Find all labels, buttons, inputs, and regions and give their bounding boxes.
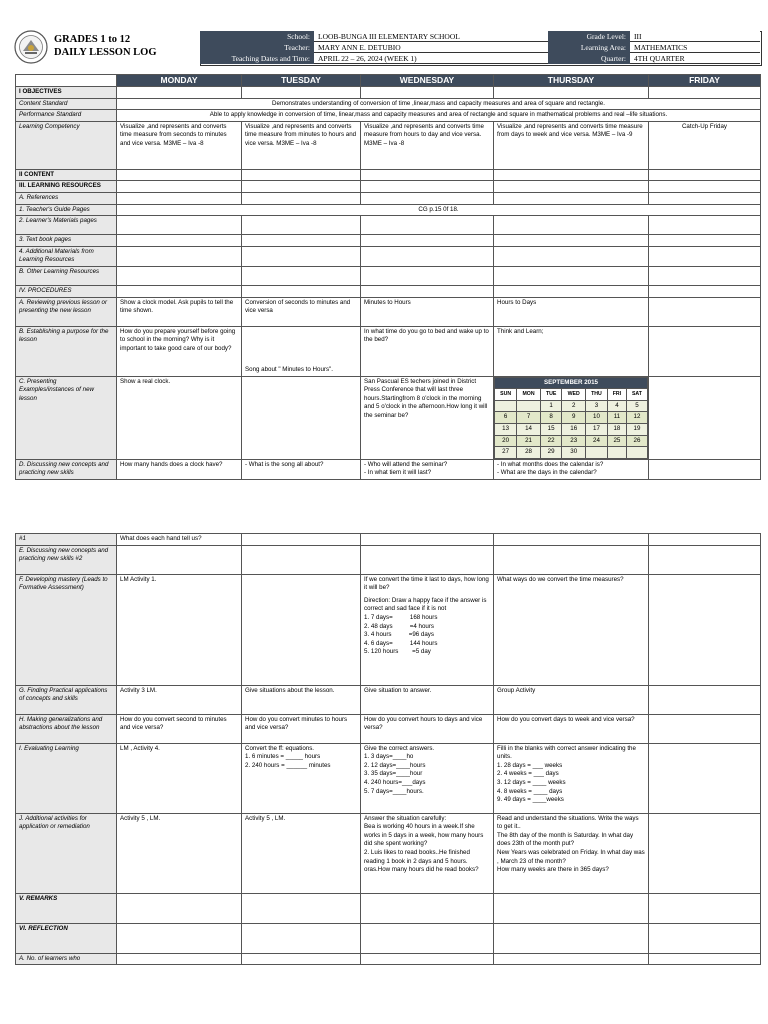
lesson-log-table-page1 bbox=[15, 74, 761, 480]
calendar-day: 6 bbox=[495, 412, 517, 424]
quarter-label: Quarter: bbox=[548, 53, 630, 64]
proc-h-monday: How do you convert second to minutes and vice versa? bbox=[117, 714, 242, 743]
proc-i-tuesday-line: 2. 240 hours = ______ minutes bbox=[245, 761, 331, 769]
grade-value: III bbox=[630, 31, 760, 42]
proc-b-label: B. Establishing a purpose for the lesson bbox=[16, 326, 117, 376]
proc-g-monday: Activity 3 LM. bbox=[117, 685, 242, 714]
proc-f-wednesday-line: 2. 48 days =4 hours bbox=[364, 622, 434, 630]
learners-materials-label: 2. Learner's Materials pages bbox=[16, 216, 117, 235]
calendar-day bbox=[517, 400, 541, 412]
learning-competency-tuesday: Visualize ,and represents and converts time measure from minutes to hours and vice versa. M3ME – Iva -8 bbox=[242, 121, 361, 169]
calendar-day: 2 bbox=[562, 400, 586, 412]
proc-b-tuesday: Song about " Minutes to Hours". bbox=[242, 326, 361, 376]
teachers-guide-label: 1. Teacher's Guide Pages bbox=[16, 204, 117, 216]
proc-c-wednesday: San Pascual ES techers joined in District Press Conference that will last three hours.Startingfrom 8 o'clock in the morning and 5 o'clock in the afternoon.How long it will the seminar be? bbox=[361, 376, 494, 459]
day-friday: FRIDAY bbox=[649, 75, 761, 87]
calendar-day: 8 bbox=[540, 412, 562, 424]
proc-a-label: A. Reviewing previous lesson or presenting the new lesson bbox=[16, 297, 117, 326]
proc-d-tuesday: - What is the song all about? bbox=[242, 459, 361, 479]
calendar-day: 17 bbox=[586, 423, 608, 435]
proc-a-tuesday: Conversion of seconds to minutes and vice versa bbox=[242, 297, 361, 326]
proc-d-wednesday-line: - Who will attend the seminar? bbox=[364, 460, 448, 468]
proc-i-thursday-line: 3. 12 days = ____ weeks bbox=[497, 778, 566, 786]
teacher-label: Teacher: bbox=[200, 42, 314, 53]
calendar-day: 3 bbox=[586, 400, 608, 412]
learning-competency-friday: Catch-Up Friday bbox=[649, 121, 761, 169]
teachers-guide-text: CG p.15 0f 18. bbox=[117, 204, 761, 216]
proc-a-monday: Show a clock model. Ask pupils to tell the time shown. bbox=[117, 297, 242, 326]
proc-d-continued-label: #1 bbox=[16, 534, 117, 546]
proc-d-thursday bbox=[494, 459, 649, 479]
calendar-day: 5 bbox=[626, 400, 647, 412]
calendar-day: 18 bbox=[607, 423, 626, 435]
calendar-day: 9 bbox=[562, 412, 586, 424]
proc-i-tuesday-line: 1. 6 minutes = _____ hours bbox=[245, 753, 321, 761]
calendar-title: SEPTEMBER 2015 bbox=[495, 377, 648, 389]
proc-h-wednesday: How do you convert hours to days and vice versa? bbox=[361, 714, 494, 743]
proc-a-thursday: Hours to Days bbox=[494, 297, 649, 326]
calendar-weekday: SUN bbox=[495, 389, 517, 401]
proc-d-monday: How many hands does a clock have? bbox=[117, 459, 242, 479]
learning-competency-thursday: Visualize ,and represents and converts time measure from days to week and vice versa. M3ME – Iva -9 bbox=[494, 121, 649, 169]
proc-f-wednesday-line: 1. 7 days= 168 hours bbox=[364, 613, 438, 621]
calendar-day: 11 bbox=[607, 412, 626, 424]
proc-j-wednesday-line: Bea is working 40 hours in a week.If she works in 5 days in a week, how many hours did she spent working? bbox=[364, 823, 484, 848]
calendar-day: 29 bbox=[540, 447, 562, 459]
proc-b-monday: How do you prepare yourself before going to school in the morning? Why is it important to take good care of our body? bbox=[117, 326, 242, 376]
calendar-weekday: TUE bbox=[540, 389, 562, 401]
proc-f-wednesday-line: 3. 4 hours =96 days bbox=[364, 631, 434, 639]
proc-i-wednesday-line: 1. 3 days=____ho bbox=[364, 753, 414, 761]
proc-i-wednesday-line: 4. 240 hours=___days bbox=[364, 778, 426, 786]
proc-i-thursday-line: 1. 28 days = ___ weeks bbox=[497, 761, 563, 769]
day-monday: MONDAY bbox=[117, 75, 242, 87]
content-label: II CONTENT bbox=[16, 169, 117, 181]
calendar-day: 23 bbox=[562, 435, 586, 447]
proc-j-thursday-line: Read and understand the situations. Write the ways to get it.. bbox=[497, 814, 639, 831]
calendar-day: 22 bbox=[540, 435, 562, 447]
learners-count-label: A. No. of learners who bbox=[16, 953, 117, 965]
proc-d-continued-monday: What does each hand tell us? bbox=[117, 534, 242, 546]
textbook-label: 3. Text book pages bbox=[16, 235, 117, 247]
learning-competency-label: Learning Competency bbox=[16, 121, 117, 169]
school-label: School: bbox=[200, 31, 314, 42]
calendar-day bbox=[586, 447, 608, 459]
proc-j-label: J. Additional activities for application or remediation bbox=[16, 813, 117, 893]
area-label: Learning Area: bbox=[548, 42, 630, 53]
proc-i-wednesday-line: Give the correct answers. bbox=[364, 744, 435, 752]
proc-j-monday: Activity 5 , LM. bbox=[117, 813, 242, 893]
proc-i-wednesday-line: 5. 7 days=____hours. bbox=[364, 787, 424, 795]
calendar-day: 30 bbox=[562, 447, 586, 459]
calendar-day: 28 bbox=[517, 447, 541, 459]
proc-i-wednesday bbox=[361, 743, 494, 813]
proc-f-wednesday-line: If we convert the time it last to days, how long it will be? bbox=[364, 575, 489, 592]
dates-label: Teaching Dates and Time: bbox=[200, 53, 314, 64]
calendar-day: 26 bbox=[626, 435, 647, 447]
proc-j-thursday-line: How many weeks are there in 365 days? bbox=[497, 866, 609, 874]
references-label: A. References bbox=[16, 192, 117, 204]
procedures-label: IV. PROCEDURES bbox=[16, 285, 117, 297]
proc-i-monday: LM , Activity 4. bbox=[117, 743, 242, 813]
proc-i-thursday-line: 2. 4 weeks = ___ days bbox=[497, 770, 559, 778]
learning-competency-monday: Visualize ,and represents and converts time measure from seconds to minutes and vice versa. M3ME – Iva -8 bbox=[117, 121, 242, 169]
calendar-day: 21 bbox=[517, 435, 541, 447]
proc-j-wednesday-line: Answer the situation carefully: bbox=[364, 814, 447, 822]
proc-d-label: D. Discussing new concepts and practicing new skills bbox=[16, 459, 117, 479]
calendar-day: 4 bbox=[607, 400, 626, 412]
proc-i-wednesday-line: 3. 35 days=____hour bbox=[364, 770, 423, 778]
proc-b-wednesday: In what time do you go to bed and wake up to the bed? bbox=[361, 326, 494, 376]
calendar-day bbox=[607, 447, 626, 459]
calendar-day: 14 bbox=[517, 423, 541, 435]
proc-i-wednesday-line: 2. 12 days=____hours bbox=[364, 761, 426, 769]
proc-g-wednesday: Give situation to answer. bbox=[361, 685, 494, 714]
calendar-cell bbox=[494, 376, 649, 459]
day-tuesday: TUESDAY bbox=[242, 75, 361, 87]
learning-competency-wednesday: Visualize ,and represents and converts time measure from hours to day and vice versa. M3ME – Iva -8 bbox=[361, 121, 494, 169]
proc-f-wednesday-line: 5. 120 hours =5 day bbox=[364, 648, 431, 656]
learning-resources-label: III. LEARNING RESOURCES bbox=[16, 181, 117, 193]
deped-seal bbox=[14, 30, 48, 64]
calendar-day: 15 bbox=[540, 423, 562, 435]
proc-f-monday: LM Activity 1. bbox=[117, 574, 242, 685]
day-thursday: THURSDAY bbox=[494, 75, 649, 87]
calendar-weekday: SAT bbox=[626, 389, 647, 401]
calendar-day bbox=[495, 400, 517, 412]
calendar-day: 10 bbox=[586, 412, 608, 424]
calendar-day: 25 bbox=[607, 435, 626, 447]
calendar-september-2015 bbox=[494, 377, 648, 459]
objectives-label: I OBJECTIVES bbox=[16, 87, 117, 99]
calendar-day: 24 bbox=[586, 435, 608, 447]
calendar-day: 16 bbox=[562, 423, 586, 435]
grade-label: Grade Level: bbox=[548, 31, 630, 42]
calendar-day: 19 bbox=[626, 423, 647, 435]
calendar-weekday: WED bbox=[562, 389, 586, 401]
proc-e-label: E. Discussing new concepts and practicing new skills #2 bbox=[16, 545, 117, 574]
calendar-day: 20 bbox=[495, 435, 517, 447]
performance-standard-label: Performance Standard bbox=[16, 110, 117, 122]
proc-a-wednesday: Minutes to Hours bbox=[361, 297, 494, 326]
calendar-day: 27 bbox=[495, 447, 517, 459]
day-header-row bbox=[16, 75, 761, 87]
proc-d-thursday-line: - What are the days in the calendar? bbox=[497, 469, 597, 477]
calendar-weekday: FRI bbox=[607, 389, 626, 401]
lesson-log-table-page2 bbox=[15, 533, 761, 965]
proc-d-wednesday-line: - In what tiem it will last? bbox=[364, 469, 432, 477]
proc-i-tuesday-line: Convert the ff: equations. bbox=[245, 744, 315, 752]
proc-j-wednesday bbox=[361, 813, 494, 893]
remarks-label: V. REMARKS bbox=[16, 893, 117, 923]
calendar-day: 13 bbox=[495, 423, 517, 435]
proc-i-thursday bbox=[494, 743, 649, 813]
proc-c-label: C. Presenting Examples/instances of new lesson bbox=[16, 376, 117, 459]
calendar-day: 1 bbox=[540, 400, 562, 412]
proc-b-thursday: Think and Learn; bbox=[494, 326, 649, 376]
content-standard-label: Content Standard bbox=[16, 98, 117, 110]
proc-f-wednesday-line: Direction: Draw a happy face if the answer is correct and sad face if it is not bbox=[364, 596, 487, 613]
proc-j-thursday bbox=[494, 813, 649, 893]
proc-f-wednesday-line: 4. 6 days= 144 hours bbox=[364, 639, 438, 647]
proc-i-thursday-line: 9. 49 days = ____weeks bbox=[497, 796, 564, 804]
proc-j-tuesday: Activity 5 , LM. bbox=[242, 813, 361, 893]
proc-i-thursday-line: Filli in the blanks with correct answer indicating the units. bbox=[497, 744, 636, 761]
proc-d-thursday-line: - In what months does the calendar is? bbox=[497, 460, 604, 468]
proc-j-thursday-line: New Years was celebrated on Friday. In what day was , March 23 of the month? bbox=[497, 848, 645, 865]
proc-c-monday: Show a real clock. bbox=[117, 376, 242, 459]
dates-value: APRIL 22 – 26, 2024 (WEEK 1) bbox=[314, 53, 548, 64]
day-wednesday: WEDNESDAY bbox=[361, 75, 494, 87]
additional-materials-label: 4. Additional Materials from Learning Resources bbox=[16, 246, 117, 266]
content-standard-text: Demonstrates understanding of conversion of time ,linear,mass and capacity measures and area of square and rectangle. bbox=[117, 98, 761, 110]
calendar-day: 12 bbox=[626, 412, 647, 424]
proc-d-wednesday bbox=[361, 459, 494, 479]
area-value: MATHEMATICS bbox=[630, 42, 760, 53]
calendar-day bbox=[626, 447, 647, 459]
form-title-line2: DAILY LESSON LOG bbox=[54, 47, 157, 58]
proc-g-label: G. Finding Practical applications of concepts and skills bbox=[16, 685, 117, 714]
calendar-weekday: THU bbox=[586, 389, 608, 401]
proc-i-tuesday bbox=[242, 743, 361, 813]
proc-g-tuesday: Give situations about the lesson. bbox=[242, 685, 361, 714]
proc-i-thursday-line: 4. 8 weeks = ____ days bbox=[497, 787, 563, 795]
proc-f-thursday: What ways do we convert the time measures? bbox=[494, 574, 649, 685]
teacher-value: MARY ANN E. DETUBIO bbox=[314, 42, 548, 53]
performance-standard-text: Able to apply knowledge in conversion of time, linear,mass and capacity measures and area of rectangle and square in mathematical problems and real –life situations. bbox=[117, 110, 761, 122]
school-value: LOOB-BUNGA III ELEMENTARY SCHOOL bbox=[314, 31, 548, 42]
calendar-weekday: MON bbox=[517, 389, 541, 401]
proc-h-tuesday: How do you convert minutes to hours and vice versa? bbox=[242, 714, 361, 743]
proc-f-wednesday bbox=[361, 574, 494, 685]
proc-j-wednesday-line: 2. Luis likes to read books..He finished reading 1 book in 2 days and 5 hours. oras.How many hours did he read books? bbox=[364, 848, 479, 874]
calendar-day: 7 bbox=[517, 412, 541, 424]
other-resources-label: B. Other Learning Resources bbox=[16, 266, 117, 285]
proc-h-thursday: How do you convert days to week and vice versa? bbox=[494, 714, 649, 743]
proc-h-label: H. Making generalizations and abstractions about the lesson bbox=[16, 714, 117, 743]
proc-j-thursday-line: The 8th day of the month is Saturday. In what day does 23th of the month put? bbox=[497, 831, 634, 848]
reflection-label: VI. REFLECTION bbox=[16, 923, 117, 953]
quarter-value: 4TH QUARTER bbox=[630, 53, 760, 64]
proc-f-label: F. Developing mastery (Leads to Formative Assessment) bbox=[16, 574, 117, 685]
proc-i-label: I. Evaluating Learning bbox=[16, 743, 117, 813]
form-title-line1: GRADES 1 to 12 bbox=[54, 34, 131, 45]
proc-g-thursday: Group Activity bbox=[494, 685, 649, 714]
